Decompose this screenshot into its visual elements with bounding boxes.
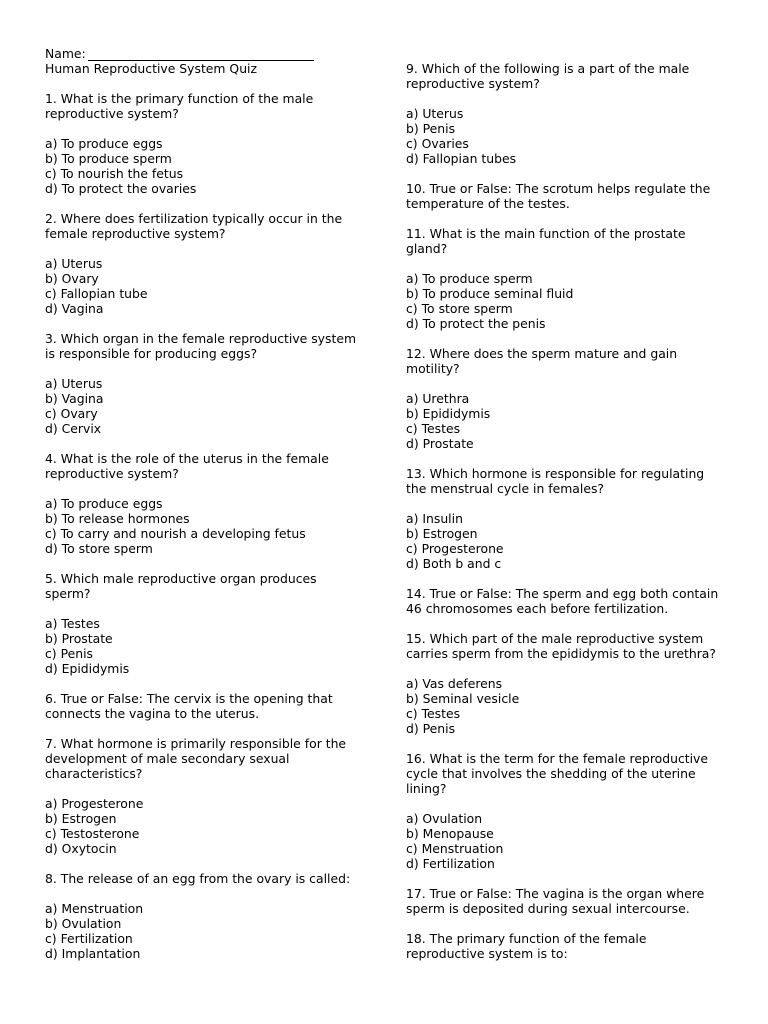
answer-option: a) Ovulation xyxy=(406,811,483,826)
question-block xyxy=(45,571,375,691)
answer-option: c) Progesterone xyxy=(406,541,504,556)
question-text: 15. Which part of the male reproductive system xyxy=(406,631,704,646)
name-field-row xyxy=(45,46,375,61)
answer-option: c) Penis xyxy=(45,646,93,661)
question-block xyxy=(406,181,736,226)
question-text: reproductive system? xyxy=(45,466,179,481)
question-block xyxy=(45,91,375,211)
left-question-list xyxy=(45,91,375,976)
answer-option: d) Prostate xyxy=(406,436,474,451)
question-text: reproductive system? xyxy=(45,106,179,121)
quiz-title: Human Reproductive System Quiz xyxy=(45,61,257,76)
answer-option: a) To produce eggs xyxy=(45,136,163,151)
question-block xyxy=(406,751,736,886)
question-block xyxy=(45,331,375,451)
question-text: 10. True or False: The scrotum helps regulate the xyxy=(406,181,711,196)
answer-option: b) Prostate xyxy=(45,631,113,646)
question-text: 46 chromosomes each before fertilization. xyxy=(406,601,669,616)
question-text: the menstrual cycle in females? xyxy=(406,481,604,496)
answer-option: d) To protect the ovaries xyxy=(45,181,197,196)
question-text: female reproductive system? xyxy=(45,226,226,241)
name-label: Name: xyxy=(45,46,86,61)
question-text: 17. True or False: The vagina is the organ where xyxy=(406,886,705,901)
answer-option: b) Ovulation xyxy=(45,916,122,931)
answer-option: b) To release hormones xyxy=(45,511,190,526)
question-text: reproductive system? xyxy=(406,76,540,91)
right-question-list xyxy=(406,61,736,976)
answer-option: b) Vagina xyxy=(45,391,104,406)
question-text: 12. Where does the sperm mature and gain xyxy=(406,346,678,361)
answer-option: a) Uterus xyxy=(45,256,103,271)
question-block xyxy=(45,451,375,571)
answer-option: d) Epididymis xyxy=(45,661,130,676)
question-text: development of male secondary sexual xyxy=(45,751,290,766)
answer-option: c) Menstruation xyxy=(406,841,504,856)
answer-option: d) To store sperm xyxy=(45,541,153,556)
question-block xyxy=(406,586,736,631)
answer-option: c) Ovaries xyxy=(406,136,469,151)
answer-option: a) Vas deferens xyxy=(406,676,503,691)
answer-option: b) Estrogen xyxy=(45,811,117,826)
answer-option: c) To nourish the fetus xyxy=(45,166,184,181)
answer-option: d) Cervix xyxy=(45,421,102,436)
question-text: cycle that involves the shedding of the uterine xyxy=(406,766,696,781)
question-text: gland? xyxy=(406,241,448,256)
question-block xyxy=(406,631,736,751)
answer-option: c) Ovary xyxy=(45,406,98,421)
question-text: 2. Where does fertilization typically occur in the xyxy=(45,211,343,226)
answer-option: b) Epididymis xyxy=(406,406,491,421)
question-text: 18. The primary function of the female xyxy=(406,931,647,946)
question-block xyxy=(406,346,736,466)
right-column xyxy=(406,61,736,976)
answer-option: a) To produce sperm xyxy=(406,271,533,286)
question-text: 3. Which organ in the female reproductive system xyxy=(45,331,357,346)
answer-option: a) Insulin xyxy=(406,511,463,526)
question-text: 9. Which of the following is a part of the male xyxy=(406,61,690,76)
question-text: 7. What hormone is primarily responsible for the xyxy=(45,736,347,751)
answer-option: a) Testes xyxy=(45,616,100,631)
question-text: characteristics? xyxy=(45,766,143,781)
question-text: 14. True or False: The sperm and egg both contain xyxy=(406,586,719,601)
answer-option: a) Menstruation xyxy=(45,901,144,916)
answer-option: c) To store sperm xyxy=(406,301,513,316)
answer-option: c) To carry and nourish a developing fetus xyxy=(45,526,306,541)
question-text: lining? xyxy=(406,781,447,796)
answer-option: c) Testosterone xyxy=(45,826,140,841)
question-text: 5. Which male reproductive organ produces xyxy=(45,571,317,586)
answer-option: a) To produce eggs xyxy=(45,496,163,511)
question-block xyxy=(406,886,736,931)
answer-option: d) Implantation xyxy=(45,946,141,961)
question-text: sperm is deposited during sexual intercourse. xyxy=(406,901,690,916)
question-text: connects the vagina to the uterus. xyxy=(45,706,260,721)
answer-option: b) Menopause xyxy=(406,826,494,841)
question-text: is responsible for producing eggs? xyxy=(45,346,258,361)
question-text: temperature of the testes. xyxy=(406,196,570,211)
question-text: 16. What is the term for the female reproductive xyxy=(406,751,709,766)
question-block xyxy=(406,61,736,181)
answer-option: d) Fertilization xyxy=(406,856,495,871)
answer-option: d) Penis xyxy=(406,721,456,736)
answer-option: d) Oxytocin xyxy=(45,841,117,856)
question-text: 1. What is the primary function of the male xyxy=(45,91,314,106)
answer-option: b) To produce sperm xyxy=(45,151,172,166)
answer-option: c) Fertilization xyxy=(45,931,133,946)
question-text: 8. The release of an egg from the ovary is called: xyxy=(45,871,351,886)
question-block xyxy=(406,466,736,586)
answer-option: a) Uterus xyxy=(45,376,103,391)
question-text: sperm? xyxy=(45,586,91,601)
answer-option: d) To protect the penis xyxy=(406,316,546,331)
question-block xyxy=(45,736,375,871)
answer-option: b) Seminal vesicle xyxy=(406,691,520,706)
question-block xyxy=(45,871,375,976)
question-text: reproductive system is to: xyxy=(406,946,568,961)
answer-option: b) To produce seminal fluid xyxy=(406,286,574,301)
question-text: 11. What is the main function of the prostate xyxy=(406,226,686,241)
question-block xyxy=(406,226,736,346)
answer-option: c) Testes xyxy=(406,421,461,436)
answer-option: b) Ovary xyxy=(45,271,99,286)
question-text: carries sperm from the epididymis to the urethra? xyxy=(406,646,716,661)
answer-option: d) Vagina xyxy=(45,301,104,316)
answer-option: a) Progesterone xyxy=(45,796,144,811)
question-text: 4. What is the role of the uterus in the female xyxy=(45,451,329,466)
question-block xyxy=(406,931,736,976)
question-text: motility? xyxy=(406,361,460,376)
question-text: 6. True or False: The cervix is the opening that xyxy=(45,691,333,706)
answer-option: a) Urethra xyxy=(406,391,470,406)
answer-option: b) Penis xyxy=(406,121,456,136)
name-blank-line[interactable] xyxy=(88,47,314,61)
answer-option: c) Testes xyxy=(406,706,461,721)
left-column xyxy=(45,46,375,976)
question-block xyxy=(45,691,375,736)
answer-option: d) Both b and c xyxy=(406,556,502,571)
answer-option: c) Fallopian tube xyxy=(45,286,148,301)
answer-option: d) Fallopian tubes xyxy=(406,151,517,166)
question-text: 13. Which hormone is responsible for regulating xyxy=(406,466,705,481)
question-block xyxy=(45,211,375,331)
answer-option: b) Estrogen xyxy=(406,526,478,541)
answer-option: a) Uterus xyxy=(406,106,464,121)
